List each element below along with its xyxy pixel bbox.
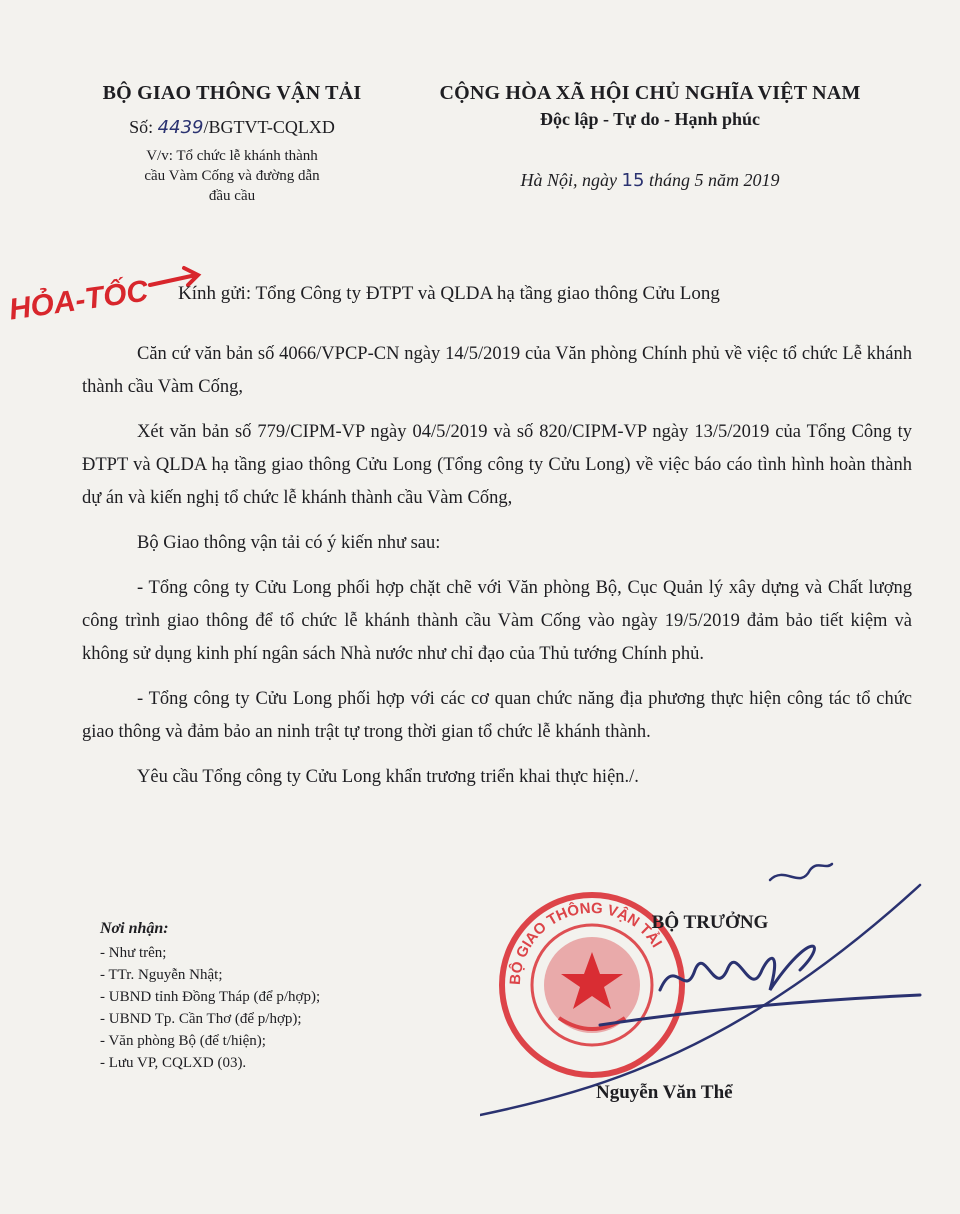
body-paragraph: - Tổng công ty Cửu Long phối hợp chặt chẽ với Văn phòng Bộ, Cục Quản lý xây dựng và Chất lượng công trình giao thông để tổ chức lễ khánh thành cầu Vàm Cống vào ngày 19/5/2019 đảm bảo tiết kiệm và không sử dụng kinh phí ngân sách Nhà nước như chỉ đạo của Thủ tướng Chính phủ. (82, 578, 912, 664)
body-paragraph: Xét văn bản số 779/CIPM-VP ngày 04/5/2019 và số 820/CIPM-VP ngày 13/5/2019 của Tổng Công ty ĐTPT và QLDA hạ tầng giao thông Cửu Long (Tổng công ty Cửu Long) về việc báo cáo tình hình hoàn thành dự án và kiến nghị tổ chức lễ khánh thành cầu Vàm Cống, (82, 422, 912, 508)
place-date: Hà Nội, ngày 15 tháng 5 năm 2019 (520, 170, 780, 191)
date-day-handwritten: 15 (621, 170, 645, 191)
receiver-item: - UBND Tp. Cần Thơ (để p/hợp); (100, 1011, 302, 1027)
issuer-block (82, 82, 382, 206)
receivers-title: Nơi nhận: (100, 920, 169, 937)
document-number-handwritten: 4439 (157, 117, 204, 138)
national-motto: Độc lập - Tự do - Hạnh phúc (539, 109, 761, 129)
body-paragraph: - Tổng công ty Cửu Long phối hợp với các cơ quan chức năng địa phương thực hiện công tác tổ chức giao thông và đảm bảo an ninh trật tự trong thời gian tổ chức lễ khánh thành. (82, 689, 912, 742)
seal-ring-text: BỘ GIAO THÔNG VẬN TẢI (506, 899, 666, 986)
handwritten-signature (480, 860, 950, 1120)
receiver-item: - Lưu VP, CQLXD (03). (100, 1055, 247, 1071)
receiver-item: - Văn phòng Bộ (để t/hiện); (100, 1033, 266, 1049)
urgent-stamp-text: HỎA-TỐC (6, 274, 151, 327)
signer-title: BỘ TRƯỞNG (651, 912, 769, 933)
receivers-block (100, 918, 320, 1074)
national-header (395, 82, 905, 191)
nation-name: CỘNG HÒA XÃ HỘI CHỦ NGHĨA VIỆT NAM (439, 82, 861, 104)
receivers-list (100, 942, 320, 1074)
document-body (82, 338, 912, 806)
recipient-line: Kính gửi: Tổng Công ty ĐTPT và QLDA hạ tầng giao thông Cửu Long (178, 283, 720, 304)
body-paragraph: Bộ Giao thông vận tải có ý kiến như sau: (137, 533, 441, 553)
body-paragraph: Yêu cầu Tổng công ty Cửu Long khẩn trương triển khai thực hiện./. (137, 767, 639, 787)
receiver-item: - TTr. Nguyễn Nhật; (100, 967, 223, 983)
body-paragraph: Căn cứ văn bản số 4066/VPCP-CN ngày 14/5/2019 của Văn phòng Chính phủ về việc tổ chức Lễ khánh thành cầu Vàm Cống, (82, 344, 912, 397)
receiver-item: - Như trên; (100, 945, 167, 961)
receiver-item: - UBND tỉnh Đồng Tháp (để p/hợp); (100, 989, 321, 1005)
issuer-name: BỘ GIAO THÔNG VẬN TẢI (102, 82, 362, 104)
document-subject: V/v: Tổ chức lễ khánh thành cầu Vàm Cống và đường dẫn đầu cầu (144, 148, 320, 204)
document-number: Số: 4439/BGTVT-CQLXD (129, 117, 335, 138)
signer-name: Nguyễn Văn Thể (596, 1082, 733, 1103)
